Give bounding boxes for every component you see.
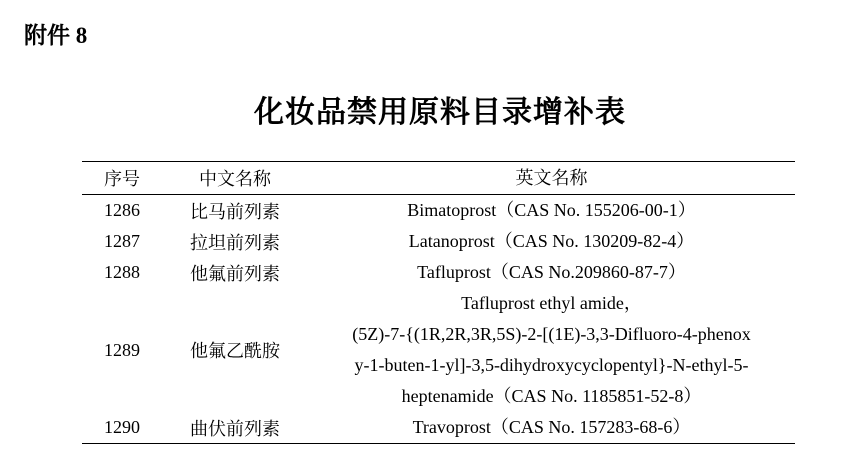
row-english-name: Tafluprost（CAS No.209860-87-7）	[417, 262, 686, 282]
row-number: 1290	[104, 417, 140, 437]
document-title: 化妆品禁用原料目录增补表	[254, 96, 626, 129]
row-chinese-name: 他氟乙酰胺	[190, 341, 280, 361]
row-english-name	[308, 288, 795, 412]
english-name-line: heptenamide（CAS No. 1185851-52-8）	[401, 386, 702, 406]
english-name-line: y-1-buten-1-yl]-3,5-dihydroxycyclopentyl}-N-ethyl-5-	[354, 355, 749, 375]
header-number: 序号	[104, 169, 140, 189]
header-english-name: 英文名称	[515, 167, 588, 188]
row-number: 1289	[104, 339, 140, 360]
row-chinese-name: 比马前列素	[190, 201, 280, 222]
table-row	[82, 226, 795, 257]
row-english-name: Travoprost（CAS No. 157283-68-6）	[412, 417, 691, 437]
row-number: 1288	[104, 262, 140, 282]
row-chinese-name: 曲伏前列素	[190, 418, 280, 439]
row-chinese-name: 他氟前列素	[190, 263, 280, 284]
row-number: 1287	[104, 231, 140, 251]
table-row	[82, 257, 795, 288]
english-name-line: Tafluprost ethyl amide，	[461, 293, 642, 313]
row-english-name: Latanoprost（CAS No. 130209-82-4）	[408, 231, 695, 251]
table-row	[82, 288, 795, 412]
row-english-name: Bimatoprost（CAS No. 155206-00-1）	[407, 200, 696, 220]
table-row	[82, 412, 795, 443]
banned-ingredients-table	[82, 161, 795, 444]
table-row	[82, 195, 795, 226]
table-header-row	[82, 162, 795, 195]
attachment-label: 附件 8	[24, 23, 88, 48]
english-name-line: (5Z)-7-{(1R,2R,3R,5S)-2-[(1E)-3,3-Difluoro-4-phenox	[352, 324, 751, 344]
row-chinese-name: 拉坦前列素	[190, 232, 280, 253]
header-chinese-name: 中文名称	[199, 169, 271, 189]
row-number: 1286	[104, 200, 140, 220]
